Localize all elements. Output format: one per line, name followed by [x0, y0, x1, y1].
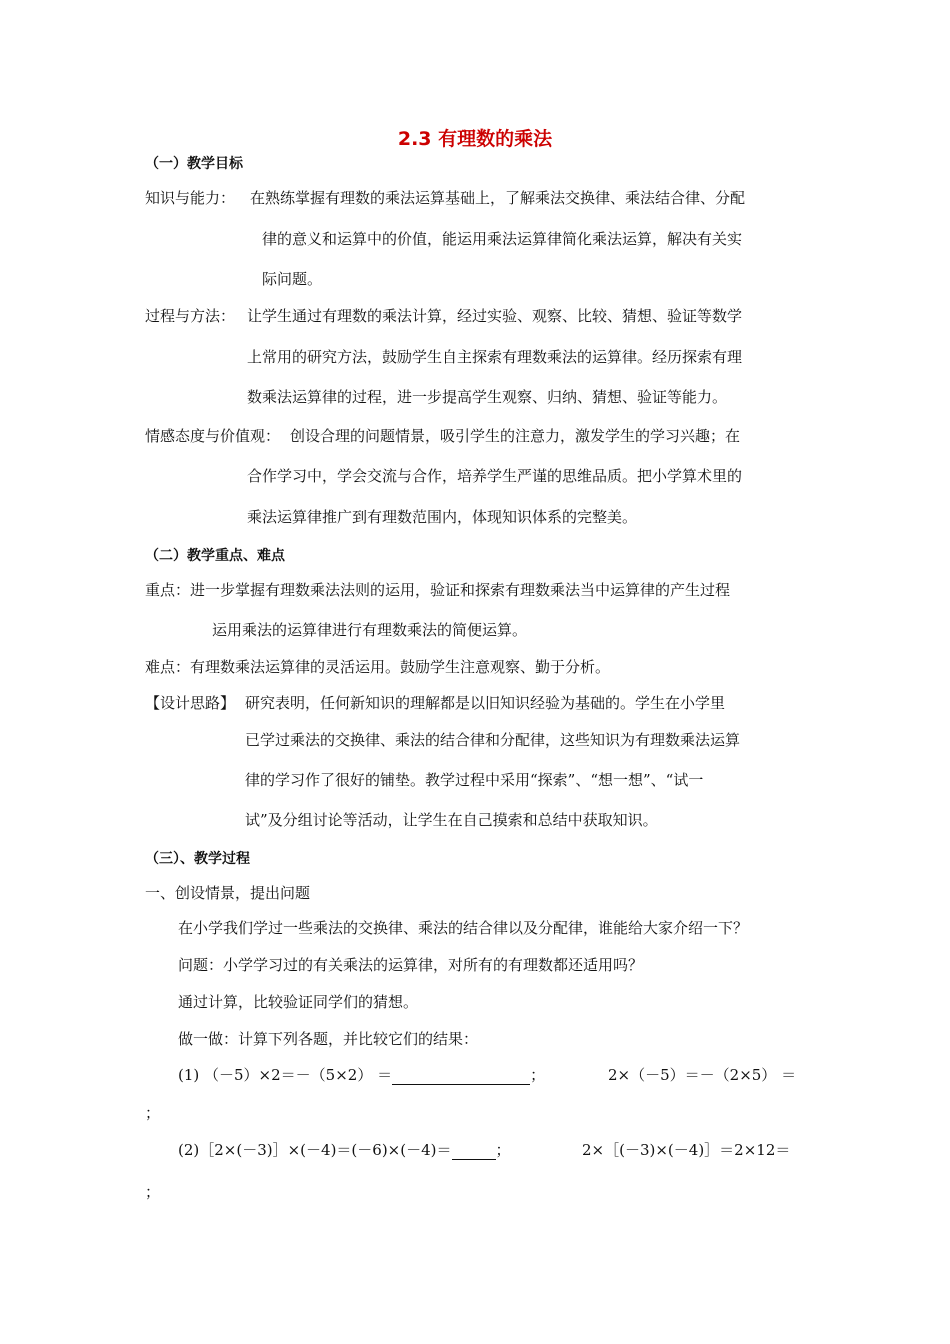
- emotion-line: 创设合理的问题情景，吸引学生的注意力，激发学生的学习兴趣；在: [290, 427, 741, 445]
- paragraph: 通过计算，比较验证同学们的猜想。: [178, 993, 419, 1011]
- exercise-1-left-text: (1) （－5）×2＝－（5×2） ＝: [178, 1066, 393, 1084]
- paragraph: 在小学我们学过一些乘法的交换律、乘法的结合律以及分配律，谁能给大家介绍一下？: [178, 919, 749, 937]
- design-line: 已学过乘法的交换律、乘法的结合律和分配律，这些知识为有理数乘法运算: [245, 731, 741, 749]
- key-line: 运用乘法的运算律进行有理数乘法的简便运算。: [212, 621, 528, 639]
- knowledge-line: 际问题。: [262, 270, 323, 288]
- key-label: 重点：: [145, 581, 191, 599]
- design-line: 研究表明，任何新知识的理解都是以旧知识经验为基础的。学生在小学里: [245, 694, 726, 712]
- knowledge-line: 在熟练掌握有理数的乘法运算基础上，了解乘法交换律、乘法结合律、分配: [250, 189, 746, 207]
- section-heading-objectives: （一）教学目标: [145, 156, 243, 172]
- design-line: 律的学习作了很好的铺垫。教学过程中采用“探索”、“想一想”、“试一: [245, 771, 704, 789]
- paragraph: 问题：小学学习过的有关乘法的运算律，对所有的有理数都还适用吗？: [178, 956, 644, 974]
- section-heading-key-points: （二）教学重点、难点: [145, 548, 285, 564]
- step-heading: 一、创设情景，提出问题: [145, 884, 311, 902]
- process-line: 上常用的研究方法，鼓励学生自主探索有理数乘法的运算律。经历探索有理: [247, 348, 743, 366]
- process-line: 让学生通过有理数的乘法计算，经过实验、观察、比较、猜想、验证等数学: [247, 307, 743, 325]
- emotion-label: 情感态度与价值观：: [145, 427, 281, 445]
- exercise-2-left-text: (2)［2×(－3)］×(－4)＝(－6)×(－4)＝: [178, 1141, 452, 1159]
- separator: ；: [495, 1141, 511, 1159]
- exercise-1-right: 2×（－5）＝－（2×5） ＝: [608, 1066, 797, 1084]
- exercise-2-right: 2×［(－3)×(－4)］＝2×12＝: [582, 1141, 791, 1159]
- page-title: 2.3 有理数的乘法: [397, 128, 553, 150]
- exercise-1-left: [178, 1065, 545, 1085]
- design-label: 【设计思路】: [145, 694, 236, 712]
- answer-blank[interactable]: [392, 1068, 530, 1085]
- emotion-line: 合作学习中，学会交流与合作，培养学生严谨的思维品质。把小学算术里的: [247, 467, 743, 485]
- knowledge-label: 知识与能力：: [145, 189, 236, 207]
- paragraph: 做一做：计算下列各题，并比较它们的结果：: [178, 1030, 479, 1048]
- process-line: 数乘法运算律的过程，进一步提高学生观察、归纳、猜想、验证等能力。: [247, 388, 728, 406]
- emotion-line: 乘法运算律推广到有理数范围内，体现知识体系的完整美。: [247, 508, 638, 526]
- exercise-2-left: [178, 1140, 511, 1160]
- knowledge-line: 律的意义和运算中的价值，能运用乘法运算律简化乘法运算，解决有关实: [262, 230, 743, 248]
- key-line: 进一步掌握有理数乘法法则的运用，验证和探索有理数乘法当中运算律的产生过程: [190, 581, 731, 599]
- process-label: 过程与方法：: [145, 307, 236, 325]
- section-heading-process: （三）、教学过程: [145, 851, 250, 867]
- answer-blank[interactable]: [452, 1143, 496, 1160]
- difficulty-text: 有理数乘法运算律的灵活运用。鼓励学生注意观察、勤于分析。: [190, 658, 611, 676]
- separator: ；: [530, 1066, 546, 1084]
- difficulty-label: 难点：: [145, 658, 191, 676]
- design-line: 试”及分组讨论等活动，让学生在自己摸索和总结中获取知识。: [245, 811, 658, 829]
- exercise-1-end: ；: [145, 1104, 161, 1122]
- exercise-2-end: ；: [145, 1183, 161, 1201]
